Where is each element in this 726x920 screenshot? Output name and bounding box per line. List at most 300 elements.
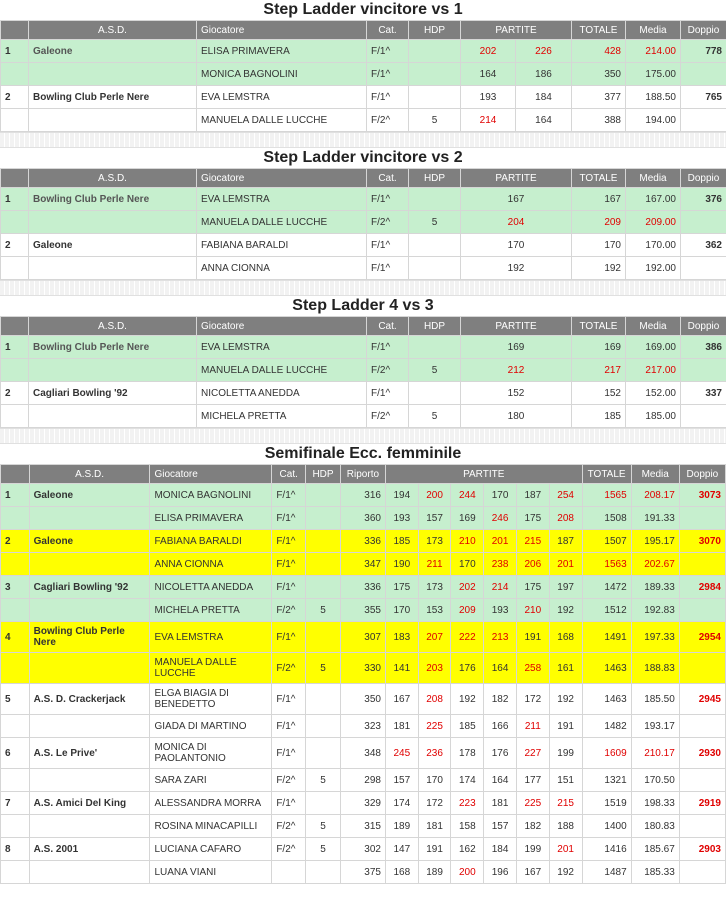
player-name: MANUELA DALLE LUCCHE — [150, 653, 272, 684]
game-score: 172 — [418, 792, 451, 815]
table-row — [1, 234, 726, 257]
game-score: 225 — [418, 715, 451, 738]
team-asd: Bowling Club Perle Nere — [29, 622, 150, 653]
game-score: 208 — [418, 684, 451, 715]
game-score: 206 — [516, 553, 549, 576]
team-rank — [1, 861, 30, 884]
player-total: 192 — [572, 257, 626, 280]
player-avg: 185.33 — [631, 861, 679, 884]
game-score: 225 — [516, 792, 549, 815]
table-row — [1, 86, 726, 109]
player-cat: F/1^ — [367, 257, 409, 280]
team-rank — [1, 815, 30, 838]
header-double: Doppio — [681, 21, 726, 40]
team-rank: 2 — [1, 530, 30, 553]
player-carry: 375 — [340, 861, 385, 884]
player-avg: 217.00 — [626, 359, 681, 382]
team-double — [681, 359, 726, 382]
player-cat: F/1^ — [272, 507, 306, 530]
game-score: 175 — [385, 576, 418, 599]
player-hdp: 5 — [306, 599, 341, 622]
table-row — [1, 188, 726, 211]
player-hdp — [306, 484, 341, 507]
team-rank: 1 — [1, 40, 29, 63]
game-score: 170 — [385, 599, 418, 622]
player-cat: F/2^ — [272, 653, 306, 684]
player-hdp: 5 — [409, 109, 461, 132]
game-score: 197 — [549, 576, 582, 599]
header-rank — [1, 169, 29, 188]
player-avg: 169.00 — [626, 336, 681, 359]
player-total: 1416 — [582, 838, 631, 861]
player-cat: F/2^ — [367, 405, 409, 428]
player-avg: 195.17 — [631, 530, 679, 553]
player-cat: F/1^ — [272, 622, 306, 653]
player-name: FABIANA BARALDI — [197, 234, 367, 257]
game-score: 164 — [484, 653, 517, 684]
team-double: 376 — [681, 188, 726, 211]
player-hdp — [306, 622, 341, 653]
game-score: 151 — [549, 769, 582, 792]
header-games: PARTITE — [461, 21, 572, 40]
game-score: 212 — [461, 359, 572, 382]
game-score: 177 — [516, 769, 549, 792]
header-total: TOTALE — [572, 21, 626, 40]
player-name: MICHELA PRETTA — [150, 599, 272, 622]
game-score: 168 — [549, 622, 582, 653]
team-rank — [1, 769, 30, 792]
team-rank — [1, 653, 30, 684]
game-score: 189 — [418, 861, 451, 884]
player-carry: 323 — [340, 715, 385, 738]
team-rank — [1, 359, 29, 382]
header-hdp: HDP — [409, 317, 461, 336]
header-games: PARTITE — [461, 317, 572, 336]
header-double: Doppio — [679, 465, 725, 484]
player-carry: 302 — [340, 838, 385, 861]
team-rank: 2 — [1, 234, 29, 257]
player-total: 350 — [572, 63, 626, 86]
table-row — [1, 507, 726, 530]
game-score: 199 — [549, 738, 582, 769]
game-score: 215 — [549, 792, 582, 815]
header-avg: Media — [626, 169, 681, 188]
team-double — [681, 257, 726, 280]
table-row — [1, 769, 726, 792]
player-carry: 298 — [340, 769, 385, 792]
player-total: 1507 — [582, 530, 631, 553]
team-double — [681, 109, 726, 132]
team-asd: A.S. D. Crackerjack — [29, 684, 150, 715]
player-cat: F/1^ — [272, 484, 306, 507]
game-score: 202 — [461, 40, 516, 63]
game-score: 180 — [461, 405, 572, 428]
player-hdp — [409, 234, 461, 257]
game-score: 178 — [451, 738, 484, 769]
player-total: 428 — [572, 40, 626, 63]
team-asd — [29, 257, 197, 280]
game-score: 236 — [418, 738, 451, 769]
player-total: 1321 — [582, 769, 631, 792]
player-avg: 185.00 — [626, 405, 681, 428]
player-carry: 350 — [340, 684, 385, 715]
game-score: 167 — [516, 861, 549, 884]
game-score: 167 — [461, 188, 572, 211]
player-name: LUCIANA CAFARO — [150, 838, 272, 861]
team-rank: 7 — [1, 792, 30, 815]
game-score: 183 — [385, 622, 418, 653]
game-score: 200 — [451, 861, 484, 884]
game-score: 161 — [549, 653, 582, 684]
team-double: 2954 — [679, 622, 725, 653]
team-asd: Galeone — [29, 530, 150, 553]
player-carry: 348 — [340, 738, 385, 769]
team-asd — [29, 815, 150, 838]
game-score: 208 — [549, 507, 582, 530]
game-score: 164 — [516, 109, 572, 132]
player-carry: 329 — [340, 792, 385, 815]
player-avg: 191.33 — [631, 507, 679, 530]
player-total: 209 — [572, 211, 626, 234]
player-cat: F/1^ — [367, 336, 409, 359]
header-games: PARTITE — [461, 169, 572, 188]
player-hdp — [306, 715, 341, 738]
game-score: 181 — [484, 792, 517, 815]
header-player: Giocatore — [197, 317, 367, 336]
player-avg: 170.50 — [631, 769, 679, 792]
team-asd: Cagliari Bowling '92 — [29, 382, 197, 405]
table-row — [1, 63, 726, 86]
section-title: Semifinale Ecc. femminile — [264, 445, 462, 462]
game-score: 201 — [484, 530, 517, 553]
player-cat: F/1^ — [367, 63, 409, 86]
team-asd: A.S. Amici Del King — [29, 792, 150, 815]
team-rank — [1, 257, 29, 280]
player-avg: 214.00 — [626, 40, 681, 63]
game-score: 167 — [385, 684, 418, 715]
header-double: Doppio — [681, 317, 726, 336]
team-rank — [1, 715, 30, 738]
game-score: 152 — [461, 382, 572, 405]
player-name: MANUELA DALLE LUCCHE — [197, 211, 367, 234]
player-hdp — [306, 738, 341, 769]
game-score: 246 — [484, 507, 517, 530]
header-asd: A.S.D. — [29, 317, 197, 336]
game-score: 170 — [484, 484, 517, 507]
player-cat: F/1^ — [367, 234, 409, 257]
player-total: 167 — [572, 188, 626, 211]
team-rank: 2 — [1, 382, 29, 405]
player-avg: 192.00 — [626, 257, 681, 280]
header-cat: Cat. — [367, 317, 409, 336]
game-score: 176 — [484, 738, 517, 769]
table-row — [1, 211, 726, 234]
player-total: 377 — [572, 86, 626, 109]
game-score: 192 — [461, 257, 572, 280]
player-cat: F/2^ — [367, 359, 409, 382]
team-rank — [1, 405, 29, 428]
player-hdp — [306, 861, 341, 884]
player-total: 217 — [572, 359, 626, 382]
player-avg: 152.00 — [626, 382, 681, 405]
player-hdp — [306, 792, 341, 815]
player-cat — [272, 861, 306, 884]
team-rank: 6 — [1, 738, 30, 769]
player-avg: 188.83 — [631, 653, 679, 684]
player-name: NICOLETTA ANEDDA — [150, 576, 272, 599]
table-row — [1, 553, 726, 576]
game-score: 186 — [516, 63, 572, 86]
team-asd — [29, 599, 150, 622]
player-name: ELISA PRIMAVERA — [150, 507, 272, 530]
game-score: 223 — [451, 792, 484, 815]
header-rank — [1, 21, 29, 40]
game-score: 245 — [385, 738, 418, 769]
header-cat: Cat. — [272, 465, 306, 484]
player-carry: 360 — [340, 507, 385, 530]
header-hdp: HDP — [409, 169, 461, 188]
table-row — [1, 715, 726, 738]
player-hdp: 5 — [409, 405, 461, 428]
player-name: GIADA DI MARTINO — [150, 715, 272, 738]
team-asd: A.S. Le Prive' — [29, 738, 150, 769]
player-name: MANUELA DALLE LUCCHE — [197, 359, 367, 382]
player-avg: 188.50 — [626, 86, 681, 109]
player-name: MANUELA DALLE LUCCHE — [197, 109, 367, 132]
team-rank: 1 — [1, 188, 29, 211]
results-table — [0, 20, 726, 132]
game-score: 191 — [549, 715, 582, 738]
table-row — [1, 484, 726, 507]
player-total: 1487 — [582, 861, 631, 884]
table-row — [1, 792, 726, 815]
team-asd: Galeone — [29, 484, 150, 507]
table-row — [1, 861, 726, 884]
game-score: 200 — [418, 484, 451, 507]
game-score: 213 — [484, 622, 517, 653]
player-avg: 170.00 — [626, 234, 681, 257]
game-score: 188 — [549, 815, 582, 838]
game-score: 153 — [418, 599, 451, 622]
game-score: 169 — [451, 507, 484, 530]
player-carry: 315 — [340, 815, 385, 838]
table-row — [1, 653, 726, 684]
game-score: 190 — [385, 553, 418, 576]
team-asd: Galeone — [29, 40, 197, 63]
table-row — [1, 738, 726, 769]
team-rank: 3 — [1, 576, 30, 599]
game-score: 227 — [516, 738, 549, 769]
team-asd — [29, 715, 150, 738]
game-score: 204 — [461, 211, 572, 234]
player-total: 185 — [572, 405, 626, 428]
team-rank: 1 — [1, 484, 30, 507]
game-score: 147 — [385, 838, 418, 861]
header-hdp: HDP — [306, 465, 341, 484]
player-name: LUANA VIANI — [150, 861, 272, 884]
game-score: 214 — [461, 109, 516, 132]
game-score: 209 — [451, 599, 484, 622]
header-player: Giocatore — [197, 21, 367, 40]
player-avg: 167.00 — [626, 188, 681, 211]
player-avg: 209.00 — [626, 211, 681, 234]
team-double — [679, 715, 725, 738]
table-row — [1, 576, 726, 599]
game-score: 201 — [549, 838, 582, 861]
player-cat: F/1^ — [367, 188, 409, 211]
player-total: 1512 — [582, 599, 631, 622]
header-cat: Cat. — [367, 169, 409, 188]
game-score: 157 — [385, 769, 418, 792]
player-total: 1482 — [582, 715, 631, 738]
team-rank — [1, 553, 30, 576]
player-hdp — [409, 257, 461, 280]
team-double: 2903 — [679, 838, 725, 861]
player-carry: 330 — [340, 653, 385, 684]
table-row — [1, 359, 726, 382]
team-rank — [1, 109, 29, 132]
player-cat: F/1^ — [367, 86, 409, 109]
header-avg: Media — [631, 465, 679, 484]
section-divider — [0, 428, 726, 444]
team-rank — [1, 599, 30, 622]
table-row — [1, 599, 726, 622]
player-carry: 336 — [340, 530, 385, 553]
game-score: 175 — [516, 576, 549, 599]
team-double — [679, 815, 725, 838]
header-hdp: HDP — [409, 21, 461, 40]
player-avg: 208.17 — [631, 484, 679, 507]
player-hdp — [306, 576, 341, 599]
table-row — [1, 40, 726, 63]
player-cat: F/2^ — [272, 838, 306, 861]
game-score: 158 — [451, 815, 484, 838]
game-score: 170 — [461, 234, 572, 257]
team-rank — [1, 507, 30, 530]
player-hdp — [306, 530, 341, 553]
team-double: 386 — [681, 336, 726, 359]
team-asd — [29, 109, 197, 132]
team-double: 362 — [681, 234, 726, 257]
game-score: 207 — [418, 622, 451, 653]
player-avg: 185.67 — [631, 838, 679, 861]
player-carry: 336 — [340, 576, 385, 599]
team-asd — [29, 769, 150, 792]
team-asd — [29, 553, 150, 576]
game-score: 166 — [484, 715, 517, 738]
game-score: 182 — [516, 815, 549, 838]
section-divider — [0, 280, 726, 296]
table-row — [1, 838, 726, 861]
player-avg: 194.00 — [626, 109, 681, 132]
table-row — [1, 815, 726, 838]
player-name: SARA ZARI — [150, 769, 272, 792]
player-total: 1519 — [582, 792, 631, 815]
player-hdp — [409, 382, 461, 405]
header-avg: Media — [626, 317, 681, 336]
game-score: 196 — [484, 861, 517, 884]
team-double — [681, 405, 726, 428]
game-score: 181 — [385, 715, 418, 738]
header-player: Giocatore — [197, 169, 367, 188]
header-avg: Media — [626, 21, 681, 40]
game-score: 202 — [451, 576, 484, 599]
player-hdp — [409, 188, 461, 211]
section-title: Step Ladder vincitore vs 1 — [263, 1, 463, 18]
player-cat: F/2^ — [367, 211, 409, 234]
team-double: 778 — [681, 40, 726, 63]
player-avg: 175.00 — [626, 63, 681, 86]
game-score: 181 — [418, 815, 451, 838]
player-name: MONICA BAGNOLINI — [150, 484, 272, 507]
game-score: 185 — [385, 530, 418, 553]
team-double — [679, 599, 725, 622]
game-score: 215 — [516, 530, 549, 553]
game-score: 226 — [516, 40, 572, 63]
game-score: 203 — [418, 653, 451, 684]
game-score: 192 — [549, 599, 582, 622]
player-total: 152 — [572, 382, 626, 405]
player-avg: 202.67 — [631, 553, 679, 576]
header-total: TOTALE — [572, 169, 626, 188]
player-cat: F/1^ — [367, 382, 409, 405]
team-double: 3070 — [679, 530, 725, 553]
player-avg: 180.83 — [631, 815, 679, 838]
header-asd: A.S.D. — [29, 465, 150, 484]
game-score: 173 — [418, 530, 451, 553]
team-rank — [1, 63, 29, 86]
game-score: 214 — [484, 576, 517, 599]
game-score: 191 — [418, 838, 451, 861]
table-row — [1, 684, 726, 715]
player-total: 1508 — [582, 507, 631, 530]
game-score: 201 — [549, 553, 582, 576]
game-score: 184 — [516, 86, 572, 109]
player-hdp — [409, 336, 461, 359]
game-score: 254 — [549, 484, 582, 507]
game-score: 211 — [418, 553, 451, 576]
team-double — [679, 653, 725, 684]
section-title: Step Ladder vincitore vs 2 — [263, 149, 463, 166]
player-name: EVA LEMSTRA — [197, 188, 367, 211]
player-carry: 347 — [340, 553, 385, 576]
player-name: ANNA CIONNA — [197, 257, 367, 280]
game-score: 184 — [484, 838, 517, 861]
team-asd — [29, 653, 150, 684]
team-asd: Bowling Club Perle Nere — [29, 188, 197, 211]
header-player: Giocatore — [150, 465, 272, 484]
game-score: 193 — [484, 599, 517, 622]
team-double: 2919 — [679, 792, 725, 815]
game-score: 173 — [418, 576, 451, 599]
player-total: 170 — [572, 234, 626, 257]
game-score: 189 — [385, 815, 418, 838]
header-total: TOTALE — [582, 465, 631, 484]
team-double: 3073 — [679, 484, 725, 507]
team-double — [679, 507, 725, 530]
player-cat: F/2^ — [272, 769, 306, 792]
player-avg: 198.33 — [631, 792, 679, 815]
player-name: ROSINA MINACAPILLI — [150, 815, 272, 838]
player-carry: 316 — [340, 484, 385, 507]
game-score: 244 — [451, 484, 484, 507]
game-score: 172 — [516, 684, 549, 715]
player-hdp — [409, 63, 461, 86]
header-carry: Riporto — [340, 465, 385, 484]
game-score: 164 — [484, 769, 517, 792]
game-score: 157 — [418, 507, 451, 530]
game-score: 170 — [418, 769, 451, 792]
